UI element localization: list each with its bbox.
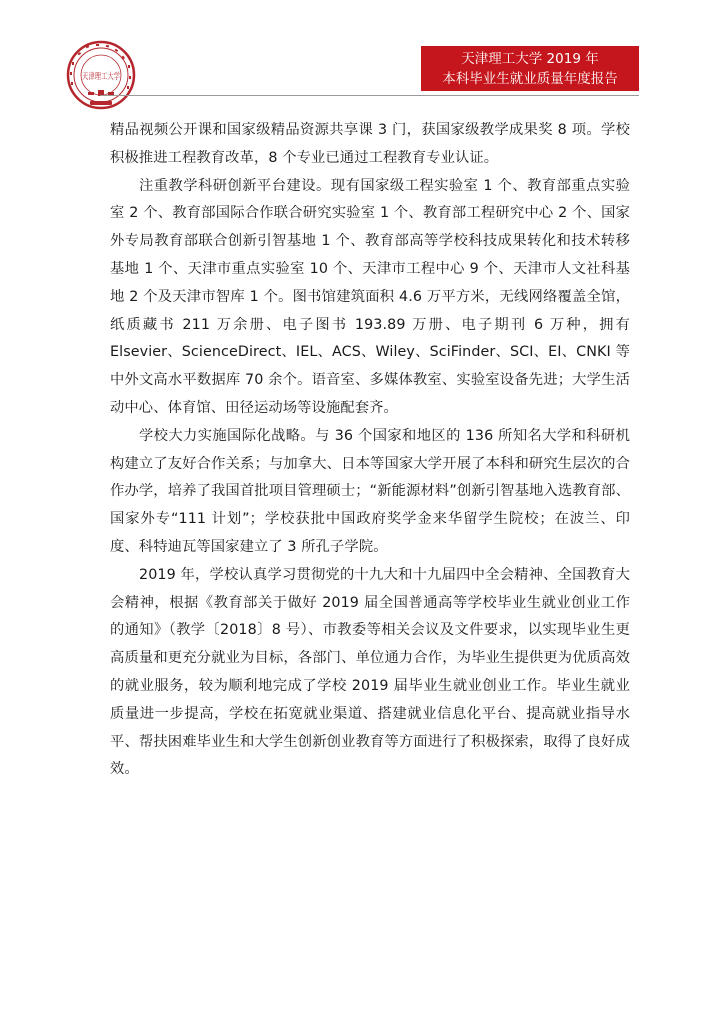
report-title-line1: 天津理工大学 2019 年 bbox=[461, 51, 599, 67]
university-seal-logo bbox=[66, 40, 136, 110]
svg-text:天津理工大学: 天津理工大学 bbox=[82, 72, 134, 82]
report-title-line2: 本科毕业生就业质量年度报告 bbox=[442, 71, 618, 87]
header-divider bbox=[100, 95, 639, 96]
paragraph-2: 注重教学科研创新平台建设。现有国家级工程实验室 1 个、教育部重点实验室 2 个、教育部国际合作联合研究实验室 1 个、教育部工程研究中心 2 个、国家外专局教育部联合创新引智基地 1 个、教育部高等学校科技成果转化和技术转移基地 1 个、天津市重点实验室 10 个、天津市工程中心 9 个、天津市人文社科基地 2 个及天津市智库 1 个。图书馆建筑面积 4.6 万平方米，无线网络覆盖全馆，纸质藏书 211 万余册、电子图书 193.89 万册、电子期刊 6 万种，拥有 Elsevier、ScienceDirect、IEL、ACS、Wiley、SciFinder、SCI、EI、CNKI 等中外文高水平数据库 70 余个。语音室、多媒体教室、实验室设备先进；大学生活动中心、体育馆、田径运动场等设施配套齐。 bbox=[110, 177, 630, 416]
report-title-banner bbox=[421, 46, 639, 91]
body-text bbox=[110, 117, 630, 784]
paragraph-4: 2019 年，学校认真学习贯彻党的十九大和十九届四中全会精神、全国教育大会精神，根据《教育部关于做好 2019 届全国普通高等学校毕业生就业创业工作的通知》（教学〔2018〕8 号）、市教委等相关会议及文件要求，以实现毕业生更高质量和更充分就业为目标，各部门、单位通力合作，为毕业生提供更为优质高效的就业服务，较为顺利地完成了学校 2019 届毕业生就业创业工作。毕业生就业质量进一步提高，学校在拓宽就业渠道、搭建就业信息化平台、提高就业指导水平、帮扶困难毕业生和大学生创新创业教育等方面进行了积极探索，取得了良好成效。 bbox=[110, 566, 630, 778]
paragraph-3: 学校大力实施国际化战略。与 36 个国家和地区的 136 所知名大学和科研机构建立了友好合作关系；与加拿大、日本等国家大学开展了本科和研究生层次的合作办学，培养了我国首批项目管理硕士；“新能源材料”创新引智基地入选教育部、国家外专“111 计划”；学校获批中国政府奖学金来华留学生院校；在波兰、印度、科特迪瓦等国家建立了 3 所孔子学院。 bbox=[110, 427, 630, 555]
university-seal-icon bbox=[66, 40, 136, 110]
paragraph-1: 精品视频公开课和国家级精品资源共享课 3 门，获国家级教学成果奖 8 项。学校积极推进工程教育改革，8 个专业已通过工程教育专业认证。 bbox=[110, 122, 630, 166]
